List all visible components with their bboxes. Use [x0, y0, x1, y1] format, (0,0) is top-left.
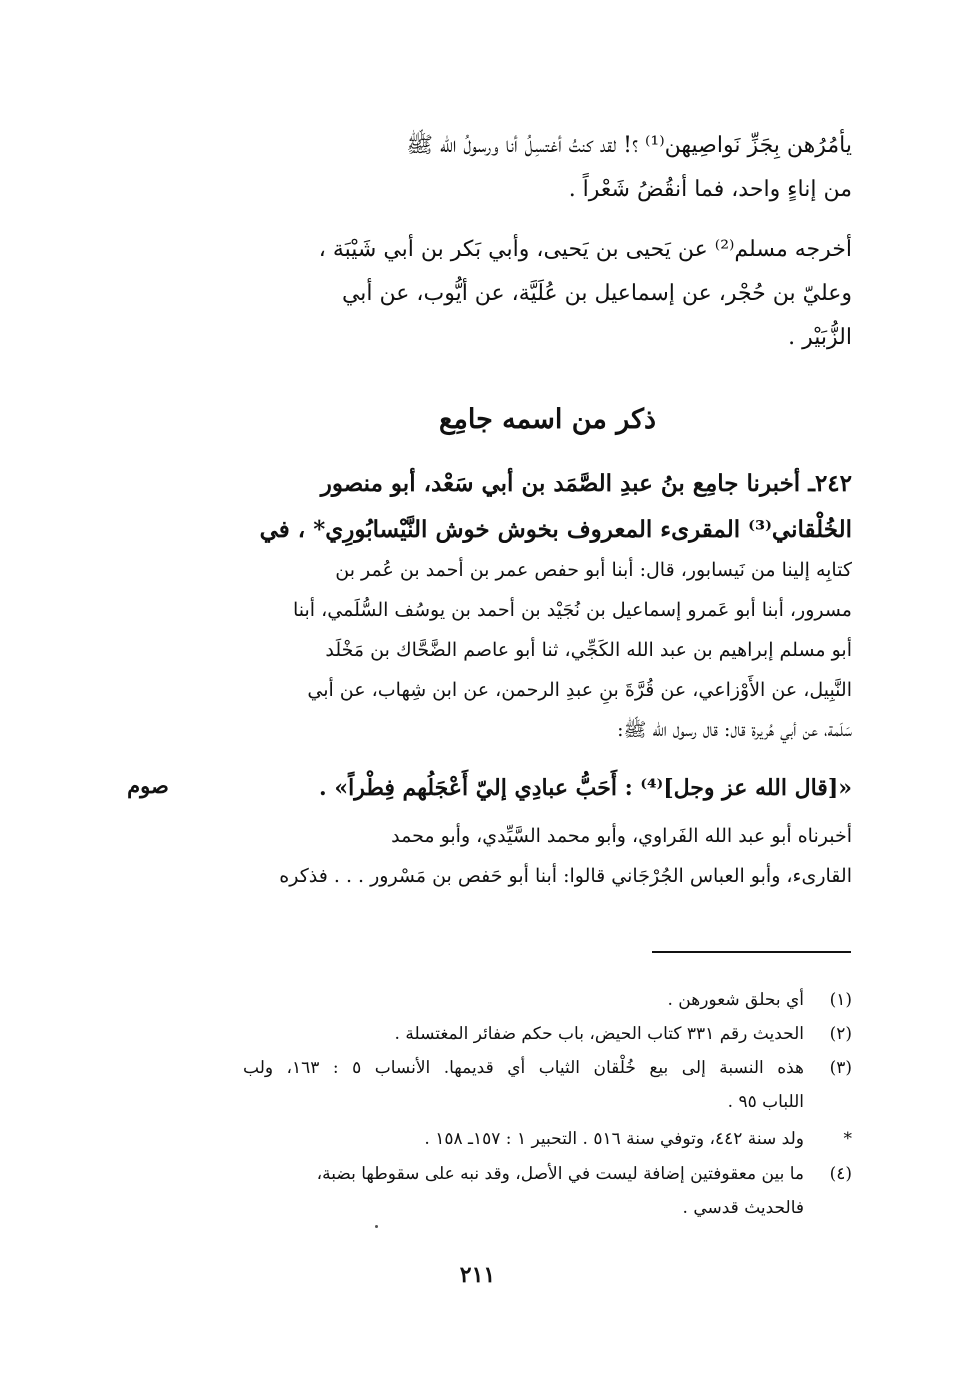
text-line: النَّبِيل، عن الأَوْزاعي، عن قُرَّةَ بنِ عبدِ الرحمن، عن ابن شِهاب، عن أبي — [307, 679, 852, 701]
entry-isnad — [243, 550, 852, 750]
footnote-text: أي بحلق شعورهن . — [667, 990, 804, 1010]
footnote-text: الحديث رقم ٣٣١ كتاب الحيض، باب حكم ضفائر المغتسلة . — [394, 1024, 804, 1044]
text-line: أبو مسلم إبراهيم بن عبد الله الكَجِّي، ثنا أبو عاصم الضَّحَّاك بن مَخْلَد — [325, 639, 852, 661]
text-line: أخبرناه أبو عبد الله الفَراوي، وأبو محمد السَّيِّدي، وأبو محمد — [391, 825, 852, 847]
text-line: سَلَمة، عن أبي هُريرة قال: قال رسول الله ﷺ: — [617, 719, 852, 741]
text-line: وعليّ بن حُجْر، عن إسماعيل بن عُلَيَّة، عن أيُّوب، عن أبي — [341, 281, 852, 306]
footnote — [243, 983, 852, 1017]
entry-header — [243, 461, 852, 553]
closing-paragraph — [243, 816, 852, 896]
footnote — [243, 1157, 852, 1225]
footnote-divider — [652, 951, 851, 953]
hadith-text — [243, 766, 852, 810]
text-line: ٢٤٢ـ أخبرنا جامِع بنُ عبدِ الصَّمَد بن أبي سَعْد، أبو منصور — [320, 470, 852, 497]
section-heading: ذكر من اسمه جامِع — [439, 404, 656, 435]
footnote-number: (٣) — [829, 1058, 852, 1078]
footnote-number: (١) — [829, 990, 852, 1010]
text-line: الخُلْقاني⁽³⁾ المقرىء المعروف بخوش خوش النَّيْسابُورِي* ، في — [259, 516, 852, 543]
scan-speck — [375, 1225, 378, 1228]
footnote-number: (٢) — [829, 1024, 852, 1044]
margin-note: صوم — [127, 773, 169, 798]
page-number: ٢١١ — [459, 1262, 496, 1288]
text-line: يأمُرُهن بِجَزِّ نَواصِيهن⁽¹⁾ ؟! لقد كنتُ أغتسِلُ أنا ورسولُ الله ﷺ — [406, 133, 852, 158]
footnote-text: هذه النسبة إلى بيع خُلْقان الثياب أي قديمها. الأنساب ٥ : ١٦٣، ولب — [243, 1058, 804, 1078]
text-line: مسرور، أبنا أبو عَمرو إسماعيل بن نُجَيْد بن أحمد بن يوسُف السُّلَمي، أبنا — [293, 599, 852, 621]
footnote-number: * — [843, 1129, 852, 1149]
text-line: أخرجه مسلم⁽²⁾ عن يَحيى بن يَحيى، وأبي بَكر بن أبي شَيْبَة ، — [318, 237, 852, 262]
footnote — [243, 1051, 852, 1119]
text-line: من إناءٍ واحد، فما أنقُضُ شَعْراً . — [568, 177, 852, 202]
text-line: الزُّبَيْر . — [788, 325, 852, 350]
footnote-text: ولد سنة ٤٤٢، وتوفي سنة ٥١٦ . التحبير ١ : ١٥٧ـ ١٥٨ . — [424, 1129, 804, 1149]
footnote — [243, 1017, 852, 1051]
takhrij-paragraph — [243, 228, 852, 360]
text-line: القارىء، وأبو العباس الجُرْجَاني قالوا: أبنا أبو حَفص بن مَسْرور . . . فذكره — [279, 865, 852, 887]
footnote-text: فالحديث قدسي . — [682, 1198, 804, 1218]
text-line: «[قال الله عز وجل]⁽⁴⁾ : أَحَبُّ عبادِي إليّ أَعْجَلُهم فِطْراً» . — [319, 775, 852, 801]
footnote-text: ما بين معقوفتين إضافة ليست في الأصل، وقد نبه على سقوطها بضبة، — [316, 1164, 804, 1184]
footnote-text: اللباب ٩٥ . — [727, 1092, 804, 1112]
footnote-number: (٤) — [829, 1164, 852, 1184]
top-paragraph — [243, 124, 852, 212]
footnote — [243, 1122, 852, 1156]
text-line: كتابِه إلينا من نَيسابور، قال: أبنا أبو حفص عمر بن أحمد بن عُمر بن — [335, 559, 852, 581]
